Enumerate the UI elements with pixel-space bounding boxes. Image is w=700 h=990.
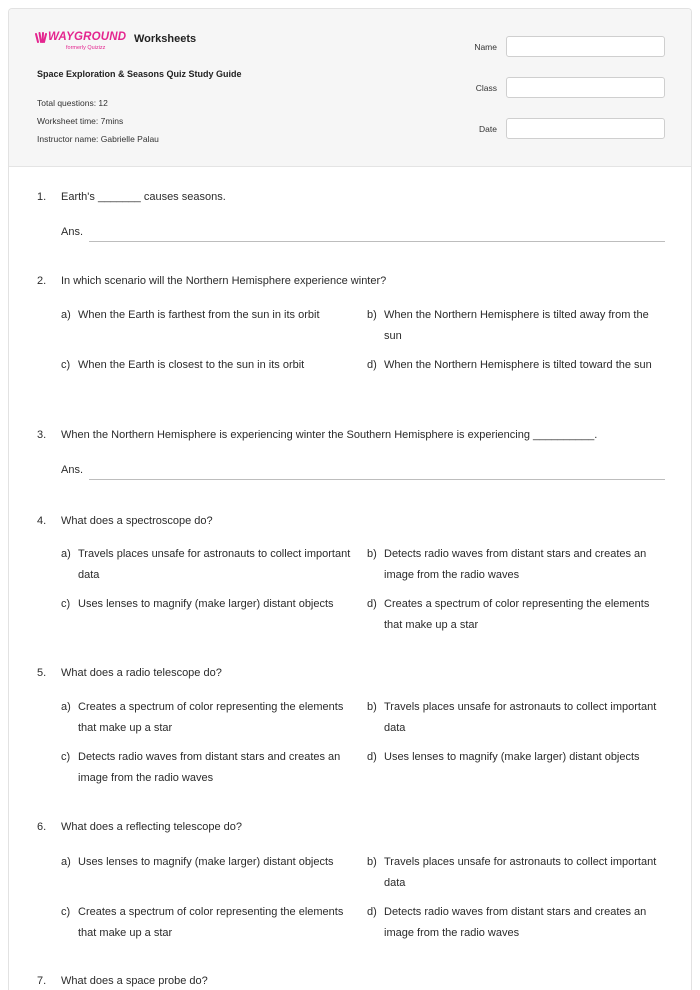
option-letter: a) [61, 701, 71, 713]
option-letter: d) [367, 751, 377, 763]
option-text: Uses lenses to magnify (make larger) distant objects [78, 856, 334, 868]
question-number: 4. [37, 515, 47, 527]
answer-line[interactable] [89, 479, 665, 480]
class-field[interactable] [506, 77, 665, 98]
answer-label: Ans. [61, 226, 84, 238]
question-number: 3. [37, 429, 47, 441]
option-letter: d) [367, 906, 377, 918]
question-text: When the Northern Hemisphere is experiencing winter the Southern Hemisphere is experiencing __________. [61, 429, 598, 441]
question-number: 1. [37, 191, 47, 203]
question-text: In which scenario will the Northern Hemisphere experience winter? [61, 275, 387, 287]
instructor-name: Instructor name: Gabrielle Palau [37, 134, 159, 144]
worksheet-page [8, 8, 692, 990]
option-text: Creates a spectrum of color representing the elements that make up a star [78, 906, 344, 939]
answer-label: Ans. [61, 464, 84, 476]
option-letter: b) [367, 309, 377, 321]
question-text: What does a spectroscope do? [61, 515, 213, 527]
logo-subtext: formerly Quizizz [66, 45, 106, 51]
option-letter: d) [367, 359, 377, 371]
option-letter: b) [367, 701, 377, 713]
option-letter: c) [61, 751, 71, 763]
option-text: Creates a spectrum of color representing the elements that make up a star [384, 598, 650, 631]
option-letter: c) [61, 906, 71, 918]
option-text: Detects radio waves from distant stars and creates an image from the radio waves [384, 906, 647, 939]
wayground-logo [35, 31, 131, 57]
logo-text: WAYGROUND [48, 31, 127, 43]
question-text: What does a reflecting telescope do? [61, 821, 243, 833]
question-number: 7. [37, 975, 47, 987]
brand [35, 31, 197, 55]
option-letter: c) [61, 598, 71, 610]
option-text: Detects radio waves from distant stars and creates an image from the radio waves [384, 548, 647, 581]
option-text: Travels places unsafe for astronauts to collect important data [384, 701, 657, 734]
name-label: Name [474, 42, 497, 52]
product-name: Worksheets [134, 33, 197, 45]
total-questions: Total questions: 12 [37, 98, 108, 108]
option-letter: b) [367, 856, 377, 868]
option-text: Detects radio waves from distant stars and creates an image from the radio waves [78, 751, 341, 784]
date-field[interactable] [506, 118, 665, 139]
option-text: When the Earth is farthest from the sun in its orbit [78, 309, 320, 321]
question-number: 2. [37, 275, 47, 287]
class-label: Class [475, 83, 497, 93]
worksheet-header [9, 9, 691, 167]
worksheet-time: Worksheet time: 7mins [37, 116, 124, 126]
option-letter: a) [61, 856, 71, 868]
option-letter: a) [61, 548, 71, 560]
question-text: What does a radio telescope do? [61, 667, 222, 679]
option-text: When the Earth is closest to the sun in its orbit [78, 359, 305, 371]
answer-line[interactable] [89, 241, 665, 242]
option-letter: a) [61, 309, 71, 321]
date-label: Date [479, 124, 497, 134]
option-text: When the Northern Hemisphere is tilted away from the sun [384, 309, 649, 342]
option-text: Uses lenses to magnify (make larger) distant objects [384, 751, 640, 763]
worksheet-title: Space Exploration & Seasons Quiz Study Guide [37, 69, 242, 79]
logo-mark-icon [35, 32, 47, 43]
question-number: 6. [37, 821, 47, 833]
option-letter: b) [367, 548, 377, 560]
option-text: Travels places unsafe for astronauts to collect important data [384, 856, 657, 889]
option-text: Uses lenses to magnify (make larger) distant objects [78, 598, 334, 610]
option-text: Travels places unsafe for astronauts to collect important data [78, 548, 351, 581]
option-text: When the Northern Hemisphere is tilted toward the sun [384, 359, 652, 371]
option-letter: d) [367, 598, 377, 610]
option-text: Creates a spectrum of color representing the elements that make up a star [78, 701, 344, 734]
question-text: Earth's _______ causes seasons. [61, 191, 226, 203]
option-letter: c) [61, 359, 71, 371]
question-number: 5. [37, 667, 47, 679]
name-field[interactable] [506, 36, 665, 57]
question-text: What does a space probe do? [61, 975, 208, 987]
